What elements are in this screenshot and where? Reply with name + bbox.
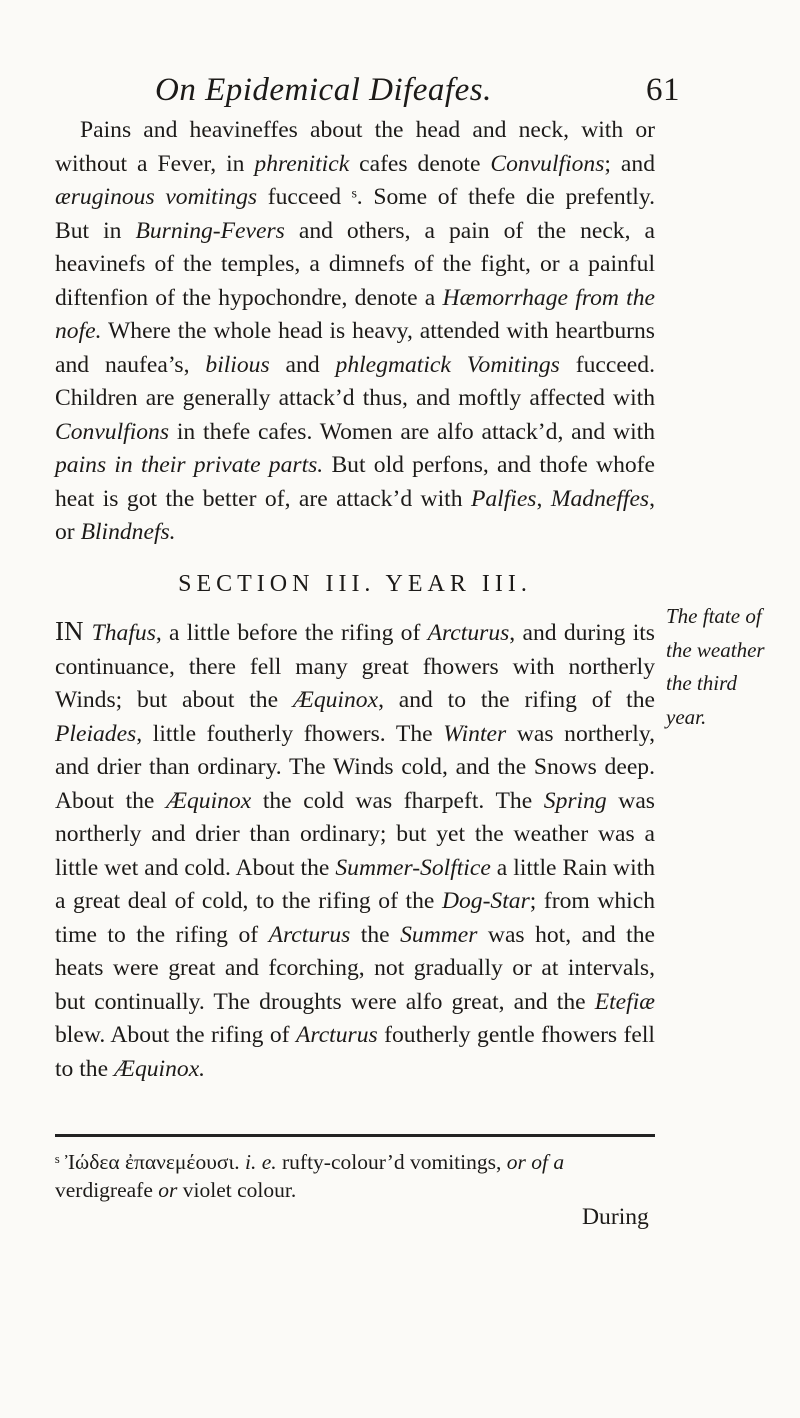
- italic-run: bilious: [205, 351, 270, 378]
- text-run: fucceed ˢ. Some of thefe die prefently. But in: [55, 184, 655, 244]
- main-text: [55, 114, 655, 1086]
- text-run: violet colour.: [177, 1178, 297, 1202]
- text-run: the cold was fharpeft. The: [251, 787, 544, 814]
- text-run: cafes denote: [349, 150, 491, 177]
- running-title: On Epidemical Difeafes.: [155, 72, 492, 108]
- text-run: in thefe cafes. Women are alfo attack’d, and with: [169, 418, 655, 445]
- italic-run: Convulfions: [55, 418, 170, 445]
- margin-note-line: the weather: [666, 637, 765, 662]
- italic-run: Madneffes: [550, 485, 650, 512]
- italic-run: phlegmatick Vomitings: [335, 351, 560, 378]
- italic-run: Arcturus: [295, 1022, 378, 1048]
- text-run: and others, a pain of the neck, a heavinefs of the temples, a dimnefs of the fight, or a painful diftenfion of the hypochondre, denote a: [55, 217, 655, 311]
- italic-run: Arcturus: [427, 620, 510, 646]
- text-run: was hot, and the heats were great and fcorching, not gradually or at intervals, but continually. The droughts were alfo great, and the: [55, 921, 655, 1015]
- paragraph-1: [55, 114, 655, 550]
- footnote: [55, 1148, 655, 1204]
- margin-note: [666, 600, 791, 734]
- text-run: ; from which time to the rifing of: [55, 888, 655, 948]
- catchword: During: [582, 1204, 649, 1230]
- text-run: was northerly, and drier than ordinary. The Winds cold, and the Snows deep. About the: [55, 720, 655, 814]
- italic-run: phrenitick: [254, 150, 350, 177]
- italic-run: Winter: [443, 720, 507, 747]
- italic-run: Æquinox: [166, 787, 252, 814]
- text-run: verdigreafe: [55, 1178, 159, 1202]
- italic-run: pains in their private parts.: [55, 452, 324, 478]
- page-number: 61: [646, 72, 680, 108]
- italic-run: Æquinox.: [113, 1055, 206, 1082]
- italic-run: Æquinox: [292, 687, 379, 713]
- italic-run: Hæmorrhage from the nofe.: [55, 284, 656, 344]
- text-run: foutherly gentle fhowers fell to the: [55, 1022, 655, 1082]
- italic-run: Summer: [400, 921, 478, 948]
- italic-run: Thafus: [91, 620, 156, 646]
- margin-note-line: the third: [666, 671, 737, 695]
- italic-run: Arcturus: [268, 921, 351, 948]
- section-heading: SECTION III. YEAR III.: [178, 570, 532, 597]
- italic-run: Summer-Solftice: [335, 854, 491, 881]
- text-run: , a little before the rifing of: [155, 620, 428, 646]
- italic-run: Convulfions: [490, 150, 605, 177]
- text-run: , little foutherly fhowers. The: [136, 720, 444, 747]
- text-run: blew. About the rifing of: [55, 1022, 296, 1048]
- italic-run: Palfies: [470, 485, 537, 512]
- paragraph-2: [55, 615, 655, 1086]
- drop-initial: IN: [55, 616, 92, 646]
- running-header: [155, 72, 680, 109]
- text-run: Where the whole head is heavy, attended with heartburns and naufea’s,: [55, 318, 655, 378]
- text-run: the: [350, 921, 401, 948]
- text-run: rufty-colour’d vomitings,: [276, 1150, 507, 1174]
- italic-run: or of a: [506, 1150, 565, 1174]
- text-run: But old perfons, and thofe whofe heat is got the better of, are attack’d with: [55, 452, 656, 512]
- text-run: was northerly and drier than ordinary; but yet the weather was a little wet and cold. About the: [55, 787, 655, 881]
- italic-run: Spring: [543, 787, 607, 814]
- text-run: , and to the rifing of the: [378, 687, 655, 713]
- text-run: a little Rain with a great deal of cold, to the rifing of the: [55, 854, 655, 914]
- text-run: ; and: [604, 150, 655, 177]
- italic-run: Etefiæ: [594, 988, 655, 1015]
- italic-run: i. e.: [244, 1150, 277, 1174]
- text-run: ˢ Ἰώδεα ἐπανεμέουσι.: [55, 1150, 245, 1174]
- margin-note-line: The ftate of: [666, 604, 762, 628]
- text-run: fucceed. Children are generally attack’d thus, and moftly affected with: [55, 351, 655, 411]
- italic-run: æruginous vomitings: [55, 184, 258, 210]
- text-run: , or: [55, 485, 656, 545]
- text-run: ,: [536, 485, 551, 512]
- italic-run: Dog-Star: [441, 888, 530, 914]
- footnote-rule: [55, 1134, 655, 1137]
- text-run: , and during its continuance, there fell many great fhowers with northerly Winds; but about the: [55, 620, 655, 713]
- italic-run: Blindnefs.: [80, 519, 176, 545]
- italic-run: Pleiades: [55, 720, 137, 747]
- margin-note-line: year.: [666, 704, 707, 729]
- italic-run: or: [158, 1178, 178, 1202]
- italic-run: Burning-Fevers: [135, 217, 285, 244]
- text-run: Pains and heavineffes about the head and neck, with or without a Fever, in: [55, 117, 655, 177]
- text-run: and: [269, 351, 336, 378]
